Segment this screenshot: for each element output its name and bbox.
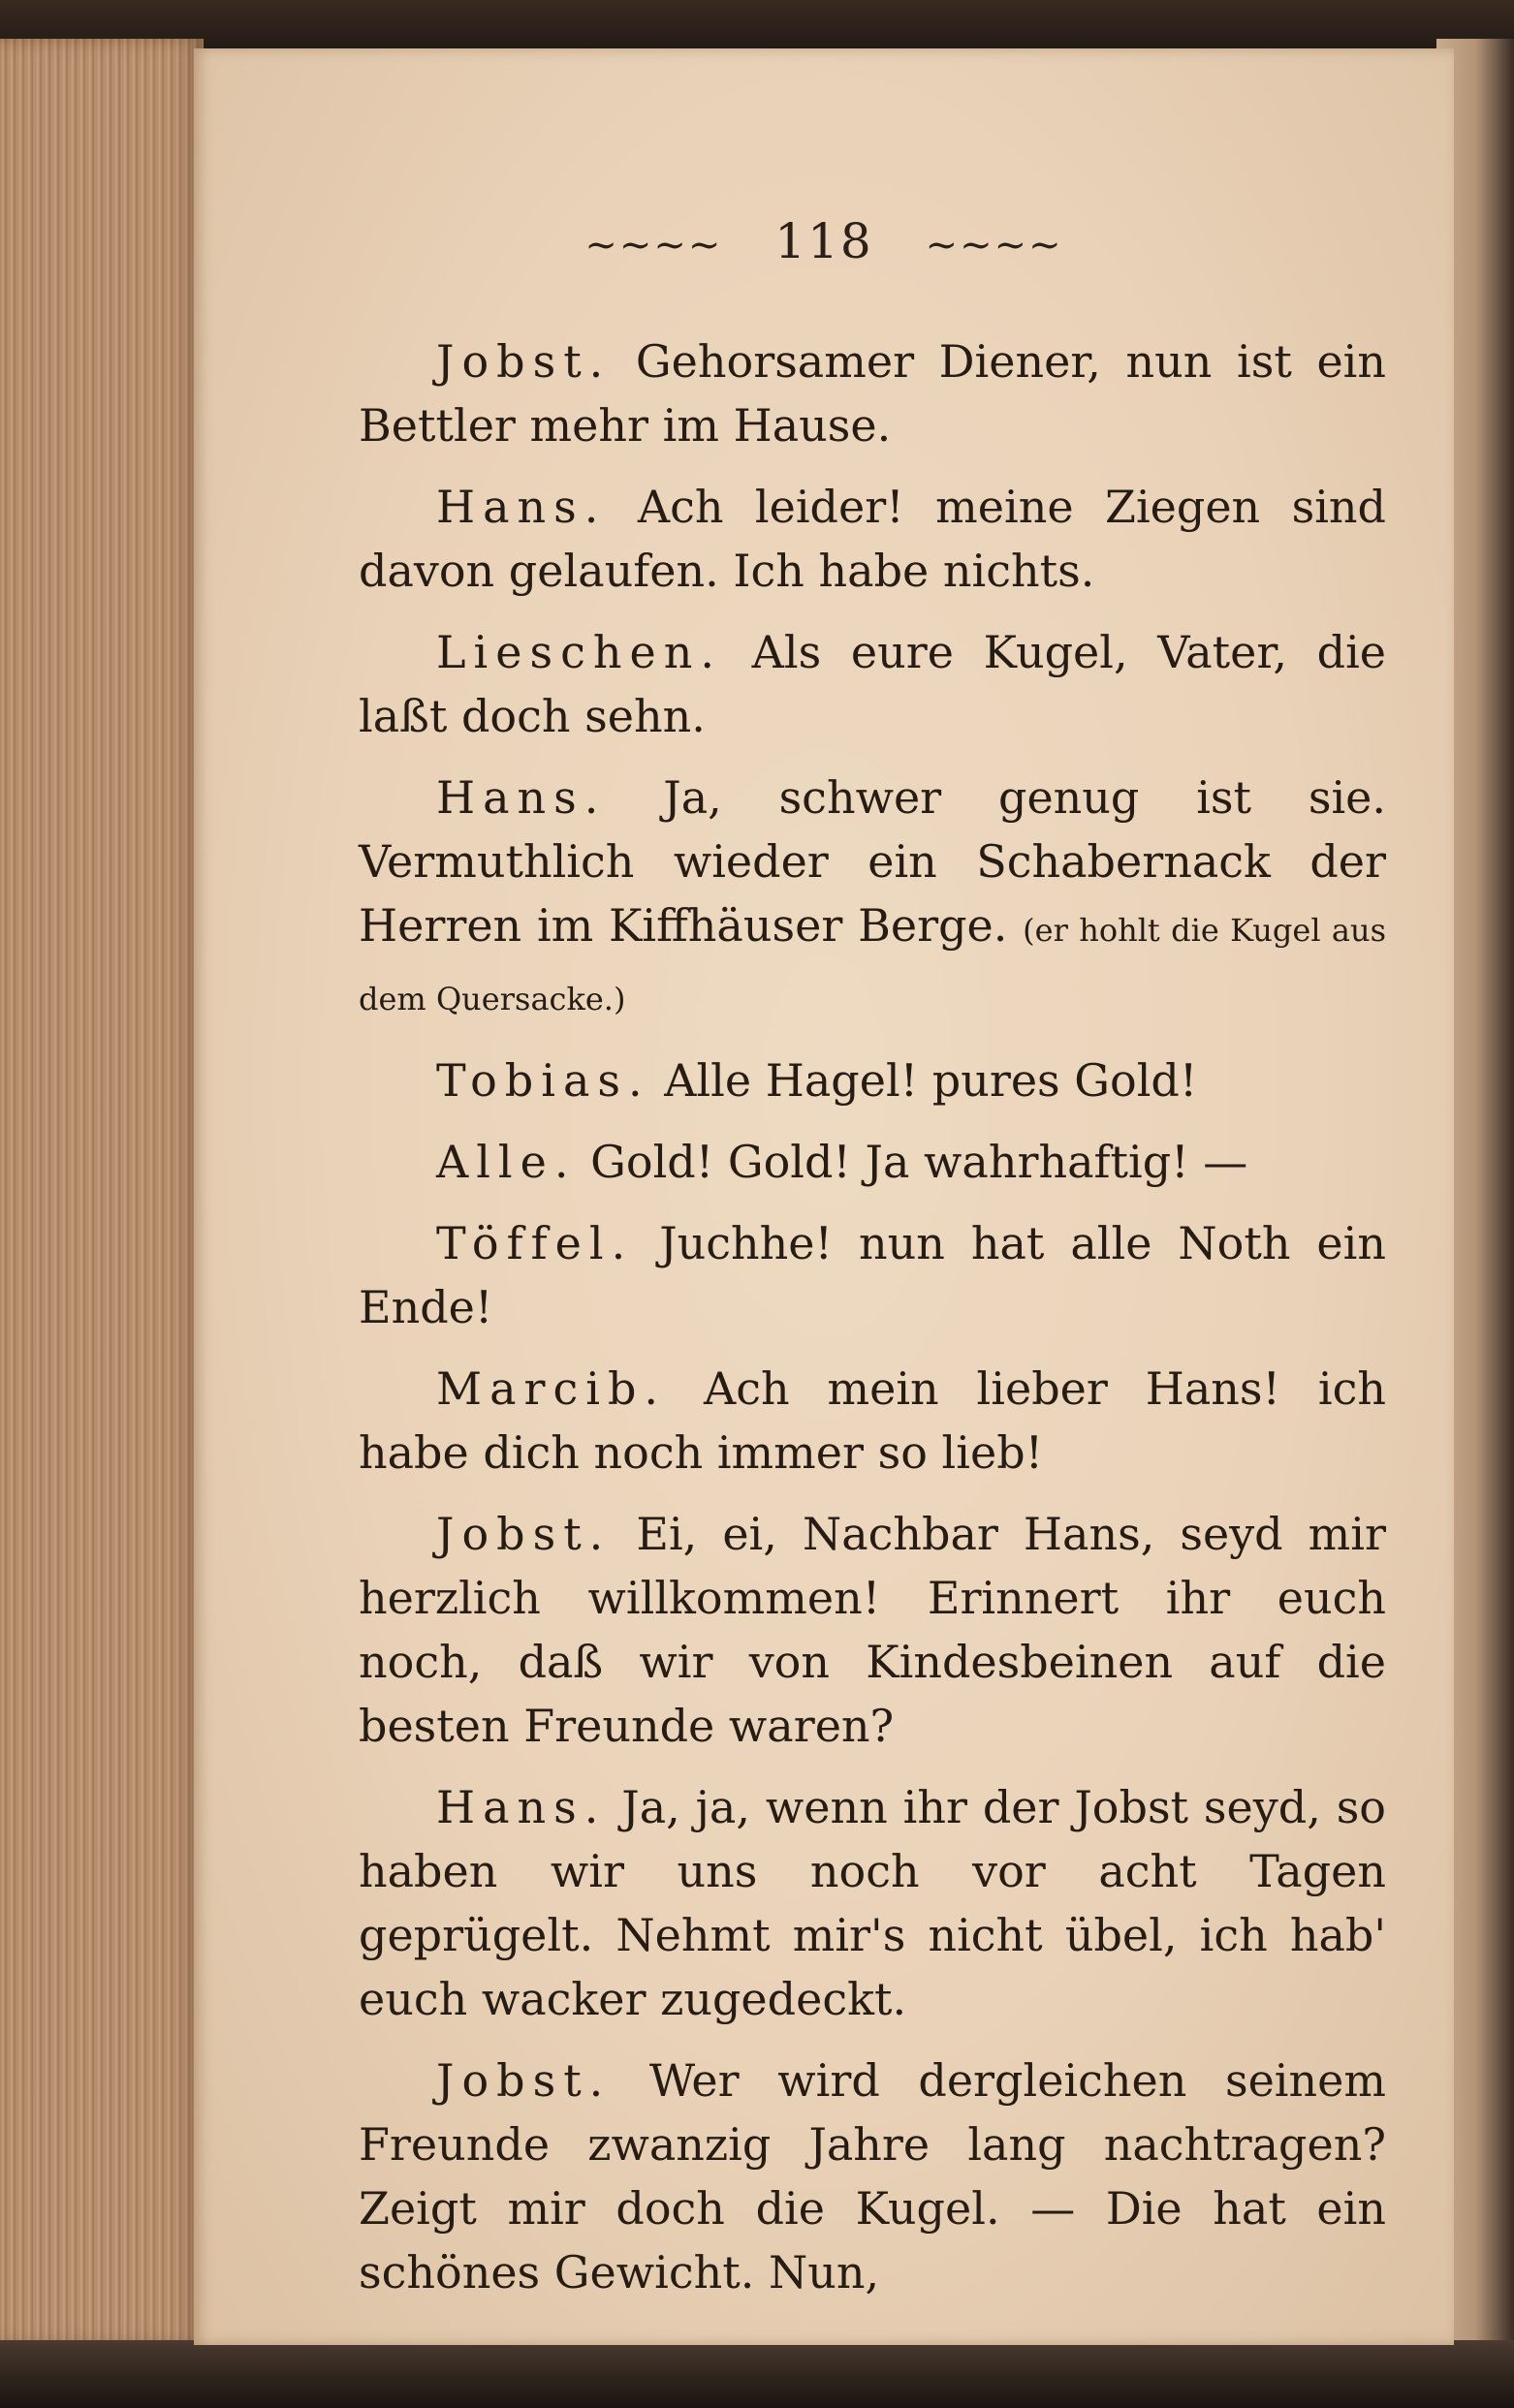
dialogue-line	[359, 329, 1386, 457]
page-header	[194, 213, 1454, 269]
stage-direction: (er hohlt die Kugel aus dem Quersacke.)	[359, 912, 1387, 1017]
dialogue-text: Als eure Kugel, Vater, die laßt doch sehn.	[359, 626, 1387, 742]
dialogue-text: Juchhe! nun hat alle Noth ein Ende!	[359, 1217, 1386, 1333]
speaker-name: Töffel.	[436, 1217, 634, 1269]
dialogue-line	[359, 2048, 1386, 2304]
speaker-name: Hans.	[436, 771, 607, 824]
book-page	[194, 48, 1454, 2345]
speaker-name: Tobias.	[436, 1054, 650, 1107]
dialogue-text: Gold! Gold! Ja wahrhaftig! —	[590, 1136, 1248, 1188]
dialogue-line	[359, 1130, 1386, 1194]
page-text	[359, 329, 1386, 2322]
dialogue-text: Ach mein lieber Hans! ich habe dich noch immer so lieb!	[359, 1362, 1386, 1479]
dialogue-text: Gehorsamer Diener, nun ist ein Bettler mehr im Hause.	[359, 335, 1387, 452]
dialogue-text: Ja, schwer genug ist sie. Vermuthlich wieder ein Schabernack der Herren im Kiffhäuser Berge.	[359, 771, 1387, 952]
dialogue-text: Alle Hagel! pures Gold!	[664, 1054, 1198, 1107]
speaker-name: Jobst.	[436, 1508, 612, 1560]
dialogue-line	[359, 1357, 1386, 1485]
book-binding-bottom	[0, 2340, 1514, 2408]
book-page-edges	[0, 39, 204, 2345]
header-ornament-left: ~~~~	[584, 223, 723, 267]
dialogue-text: Ei, ei, Nachbar Hans, seyd mir herzlich willkommen! Erinnert ihr euch noch, daß wir von Kindesbeinen auf die besten Freunde waren?	[359, 1508, 1387, 1752]
dialogue-text: Ja, ja, wenn ihr der Jobst seyd, so haben wir uns noch vor acht Tagen geprügelt. Nehmt mir's nicht übel, ich hab' euch wacker zugedeckt.	[359, 1781, 1386, 2025]
dialogue-text: Wer wird dergleichen seinem Freunde zwanzig Jahre lang nachtragen? Zeigt mir doch die Kugel. — Die hat ein schönes Gewicht. Nun,	[359, 2054, 1386, 2299]
dialogue-line	[359, 766, 1386, 1031]
speaker-name: Jobst.	[436, 335, 612, 388]
dialogue-line	[359, 1211, 1386, 1339]
speaker-name: Marcib.	[436, 1362, 667, 1415]
header-ornament-right: ~~~~	[925, 223, 1063, 267]
speaker-name: Lieschen.	[436, 626, 722, 678]
page-number: 118	[774, 213, 873, 269]
dialogue-line	[359, 1502, 1386, 1758]
dialogue-line	[359, 1775, 1386, 2031]
dialogue-line	[359, 475, 1386, 603]
dialogue-line	[359, 1048, 1386, 1112]
speaker-name: Hans.	[436, 481, 607, 533]
speaker-name: Alle.	[436, 1136, 577, 1188]
speaker-name: Hans.	[436, 1781, 607, 1833]
dialogue-text: Ach leider! meine Ziegen sind davon gelaufen. Ich habe nichts.	[359, 481, 1387, 597]
speaker-name: Jobst.	[436, 2054, 612, 2107]
dialogue-line	[359, 620, 1386, 748]
